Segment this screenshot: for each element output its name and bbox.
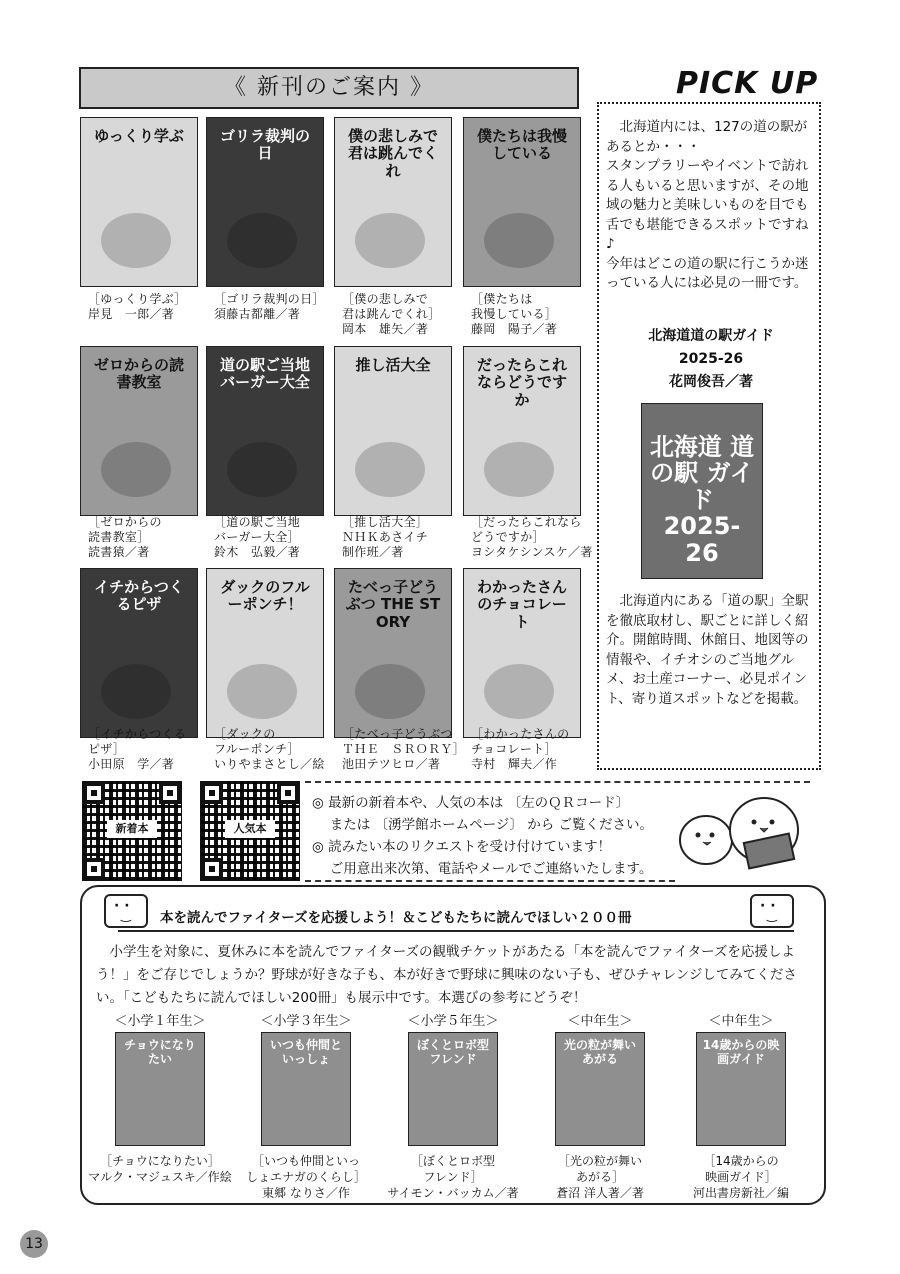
grade-book-cover bbox=[261, 1032, 351, 1146]
grade-book-caption: ［14歳からの 映画ガイド］ 河出書房新社／編 bbox=[692, 1154, 789, 1200]
grade-book-cover-title: いつも仲間といっしょ bbox=[269, 1038, 342, 1066]
grade-label: ＜小学５年生＞ bbox=[407, 1014, 499, 1029]
book-cover bbox=[334, 117, 452, 287]
notice-line: ◎ 最新の新着本や、人気の本は 〔左のＱＲコード〕 bbox=[312, 795, 630, 811]
pickup-book-year: 2025-26 bbox=[678, 351, 744, 367]
grade-label: ＜小学１年生＞ bbox=[114, 1014, 206, 1029]
fighters-heading: 本を読んでファイターズを応援しよう！＆こどもたちに読んでほしい２００冊 bbox=[160, 910, 632, 926]
page-number: 13 bbox=[20, 1230, 48, 1258]
divider bbox=[118, 930, 794, 932]
pickup-intro: 北海道内には、127の道の駅があるとか・・・ スタンプラリーやイベントで訪れる人もいると思いますが、その地域の魅力と美味しいものを目でも舌でも堪能できるスポットですね♪ 今年はどこの道の駅に行こうか迷っている人には必見の一冊です。 bbox=[606, 119, 809, 291]
grade-book-caption: ［いつも仲間といっ しょエナガのくらし］ 東郷 なりさ／作 bbox=[246, 1154, 366, 1200]
notice-line: または 〔湧学館ホームページ〕 から ご覧ください。 bbox=[312, 817, 654, 833]
qr-code-new-books[interactable] bbox=[82, 781, 182, 881]
grade-label: ＜中年生＞ bbox=[708, 1014, 774, 1029]
pickup-book-author: 花岡俊吾／著 bbox=[669, 374, 753, 390]
qr-label: 新着本 bbox=[107, 820, 157, 838]
book-caption: ［イチからつくる ピザ］ 小田原 学／著 bbox=[88, 727, 187, 771]
book-caption: ［わかったさんの チョコレート］ 寺村 輝夫／作 bbox=[471, 727, 570, 771]
pickup-cover-title: 北海道 道の駅 ガイド 2025-26 bbox=[649, 433, 755, 567]
grade-label: ＜小学３年生＞ bbox=[260, 1014, 352, 1029]
book-cover bbox=[206, 346, 324, 516]
grade-book-cover-title: ぼくとロボ型フレンド bbox=[416, 1038, 489, 1066]
book-caption: ［僕の悲しみで 君は跳んでくれ］ 岡本 雄矢／著 bbox=[342, 292, 441, 336]
book-cover bbox=[334, 346, 452, 516]
book-caption: ［ダックの フルーポンチ］ いりやまさとし／絵 bbox=[214, 727, 325, 771]
grade-label: ＜中年生＞ bbox=[567, 1014, 633, 1029]
book-caption: ［ゴリラ裁判の日］ 須藤古都離／著 bbox=[214, 292, 325, 321]
book-cover bbox=[334, 568, 452, 738]
grade-book-caption: ［チョウになりたい］ マルク・マジュスキ／作絵 bbox=[88, 1154, 232, 1184]
book-cover-title: たべっ子どうぶつ THE STORY bbox=[345, 578, 441, 631]
pickup-book-title: 北海道道の駅ガイド bbox=[648, 328, 774, 344]
book-cover bbox=[80, 117, 198, 287]
book-caption: ［ゆっくり学ぶ］ 岸見 一郎／著 bbox=[88, 292, 187, 321]
notice-line: ◎ 読みたい本のリクエストを受け付けています！ bbox=[312, 839, 612, 855]
grade-book-cover bbox=[115, 1032, 205, 1146]
book-cover-title: だったらこれならどうですか bbox=[476, 356, 567, 409]
book-cover bbox=[206, 117, 324, 287]
grade-book-cover bbox=[555, 1032, 645, 1146]
book-cover-title: ゼロからの読書教室 bbox=[93, 356, 184, 392]
notice-line: ご用意出来次第、電話やメールでご連絡いたします。 bbox=[312, 861, 653, 877]
book-cover-title: ゆっくり学ぶ bbox=[94, 127, 184, 145]
book-face-icon bbox=[104, 894, 148, 928]
pickup-book-cover bbox=[641, 403, 763, 579]
grade-book-cover-title: 光の粒が舞いあがる bbox=[563, 1038, 636, 1066]
pickup-description: 北海道内にある「道の駅」全駅を徹底取材し、駅ごとに詳しく紹介。開館時間、休館日、地図等の情報や、イチオシのご当地グルメ、お土産コーナー、必見ポイント、寄り道スポットなどを掲載。 bbox=[606, 593, 809, 707]
book-cover bbox=[463, 346, 581, 516]
book-caption: ［たべっ子どうぶつ ＴＨＥ ＳＲＯＲＹ］ 池田テツヒロ／著 bbox=[342, 727, 466, 771]
grade-book-cover bbox=[408, 1032, 498, 1146]
book-cover-title: ダックのフルーポンチ！ bbox=[220, 578, 310, 614]
book-cover bbox=[463, 568, 581, 738]
qr-code-popular-books[interactable] bbox=[200, 781, 300, 881]
grade-book-cover bbox=[696, 1032, 786, 1146]
fighters-body: 小学生を対象に、夏休みに本を読んでファイターズの観戦チケットがあたる「本を読んでファイターズを応援しよう！」をご存じでしょうか？野球が好きな子も、本が好きで野球に興味のない子も、ぜひチャレンジしてみてください。「こどもたちに読んでほしい200冊」も展示中です。本選びの参考にどうぞ！ bbox=[96, 944, 797, 1006]
grade-book-caption: ［ぼくとロボ型 フレンド］ サイモン・バッカム／著 bbox=[387, 1154, 519, 1200]
grade-book-caption: ［光の粒が舞い あがる］ 蒼沼 洋人著／著 bbox=[556, 1154, 644, 1200]
book-cover-title: 僕の悲しみで君は跳んでくれ bbox=[347, 127, 438, 180]
qr-label: 人気本 bbox=[225, 820, 275, 838]
book-cover-title: ゴリラ裁判の日 bbox=[219, 127, 310, 163]
pickup-title: PICK UP bbox=[676, 66, 819, 101]
book-caption: ［ゼロからの 読書教室］ 読書猿／著 bbox=[88, 515, 162, 559]
book-cover-title: わかったさんのチョコレート bbox=[476, 578, 567, 631]
book-cover bbox=[80, 568, 198, 738]
book-cover bbox=[206, 568, 324, 738]
reading-birds-illustration bbox=[676, 790, 806, 870]
book-cover-title: 僕たちは我慢している bbox=[476, 127, 567, 163]
book-cover-title: 推し活大全 bbox=[355, 356, 431, 374]
book-cover-title: イチからつくるピザ bbox=[94, 578, 184, 614]
book-cover-title: 道の駅ご当地バーガー大全 bbox=[219, 356, 310, 392]
grade-book-cover-title: チョウになりたい bbox=[124, 1038, 196, 1066]
book-cover bbox=[463, 117, 581, 287]
book-caption: ［僕たちは 我慢している］ 藤岡 陽子／著 bbox=[471, 292, 558, 336]
book-cover bbox=[80, 346, 198, 516]
grade-book-cover-title: 14歳からの映画ガイド bbox=[702, 1038, 780, 1066]
book-caption: ［だったらこれなら どうですか］ ヨシタケシンスケ／著 bbox=[471, 515, 593, 559]
book-caption: ［推し活大全］ ＮＨＫあさイチ 制作班／著 bbox=[342, 515, 429, 559]
book-caption: ［道の駅ご当地 バーガー大全］ 鈴木 弘毅／著 bbox=[214, 515, 301, 559]
section-title: 《 新刊のご案内 》 bbox=[79, 67, 579, 109]
book-face-icon bbox=[750, 894, 794, 928]
